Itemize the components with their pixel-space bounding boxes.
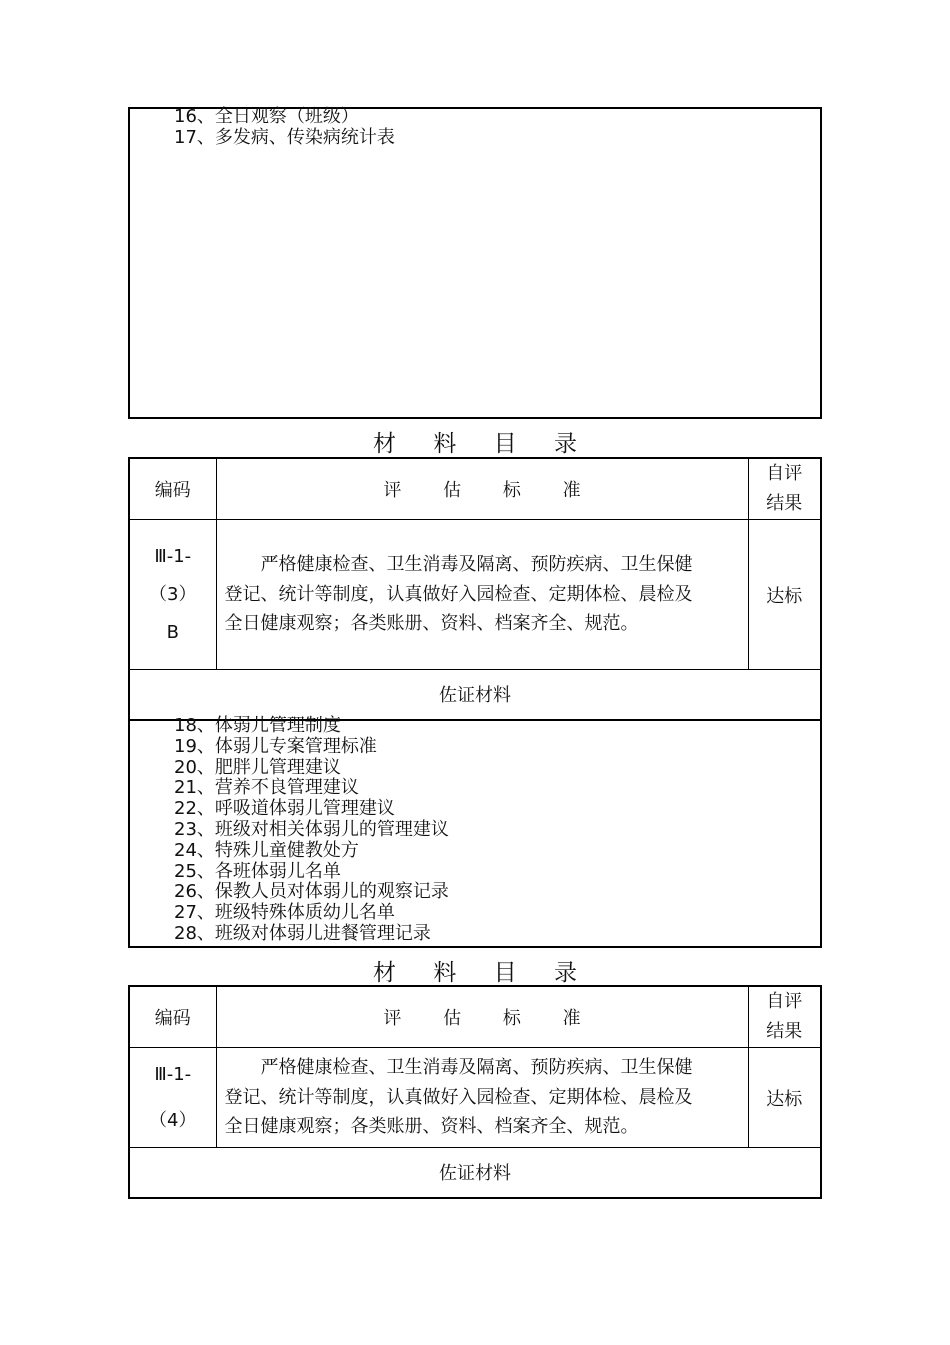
item-code — [129, 520, 216, 670]
list-item: 25、各班体弱儿名单 — [174, 860, 341, 882]
list-item: 20、肥胖儿管理建议 — [174, 756, 341, 778]
code-line: Ⅲ-1- — [154, 545, 192, 567]
evidence-list — [128, 716, 822, 948]
table-row — [129, 1048, 821, 1148]
material-table — [128, 457, 822, 721]
list-item: 27、班级特殊体质幼儿名单 — [174, 902, 395, 924]
evidence-row — [129, 670, 821, 720]
code-line: （4） — [149, 1109, 197, 1131]
evidence-row — [129, 1148, 821, 1198]
section-title: 材 料 目 录 — [373, 431, 592, 457]
evidence-label: 佐证材料 — [129, 1148, 821, 1198]
header-result-line2: 结果 — [766, 1021, 803, 1042]
header-standard: 评 估 标 准 — [216, 986, 748, 1048]
standard-text — [216, 520, 748, 670]
list-item: 23、班级对相关体弱儿的管理建议 — [174, 818, 449, 840]
header-result-line1: 自评 — [766, 463, 803, 484]
list-item: 17、多发病、传染病统计表 — [174, 126, 395, 148]
table-header-row — [129, 986, 821, 1048]
list-item: 26、保教人员对体弱儿的观察记录 — [174, 881, 449, 903]
self-eval-result: 达标 — [748, 1048, 821, 1148]
item-code — [129, 1048, 216, 1148]
header-standard: 评 估 标 准 — [216, 458, 748, 520]
list-item: 16、全日观察（班级） — [174, 106, 359, 127]
list-item: 28、班级对体弱儿进餐管理记录 — [174, 922, 431, 944]
list-item: 18、体弱儿管理制度 — [174, 715, 341, 736]
standard-text — [216, 1048, 748, 1148]
top-evidence-list — [128, 107, 822, 419]
section-title: 材 料 目 录 — [373, 960, 592, 986]
code-line: Ⅲ-1- — [154, 1063, 192, 1085]
header-code: 编码 — [129, 458, 216, 520]
table-header-row — [129, 458, 821, 520]
list-item: 24、特殊儿童健教处方 — [174, 839, 359, 861]
header-result-line2: 结果 — [766, 493, 803, 514]
table-row — [129, 520, 821, 670]
code-line: （3） — [149, 583, 197, 605]
list-item: 22、呼吸道体弱儿管理建议 — [174, 798, 395, 820]
header-result — [748, 986, 821, 1048]
self-eval-result: 达标 — [748, 520, 821, 670]
evidence-label: 佐证材料 — [129, 670, 821, 720]
standard-paragraph: 严格健康检查、卫生消毒及隔离、预防疾病、卫生保健登记、统计等制度，认真做好入园检查、定期体检、晨检及全日健康观察；各类账册、资料、档案齐全、规范。 — [224, 554, 693, 635]
code-line: B — [166, 621, 179, 643]
header-code: 编码 — [129, 986, 216, 1048]
list-item: 21、营养不良管理建议 — [174, 777, 359, 799]
header-result-line1: 自评 — [766, 991, 803, 1012]
standard-paragraph: 严格健康检查、卫生消毒及隔离、预防疾病、卫生保健登记、统计等制度，认真做好入园检查、定期体检、晨检及全日健康观察；各类账册、资料、档案齐全、规范。 — [224, 1057, 693, 1138]
list-item: 19、体弱儿专案管理标准 — [174, 735, 377, 757]
header-result — [748, 458, 821, 520]
material-table — [128, 985, 822, 1199]
